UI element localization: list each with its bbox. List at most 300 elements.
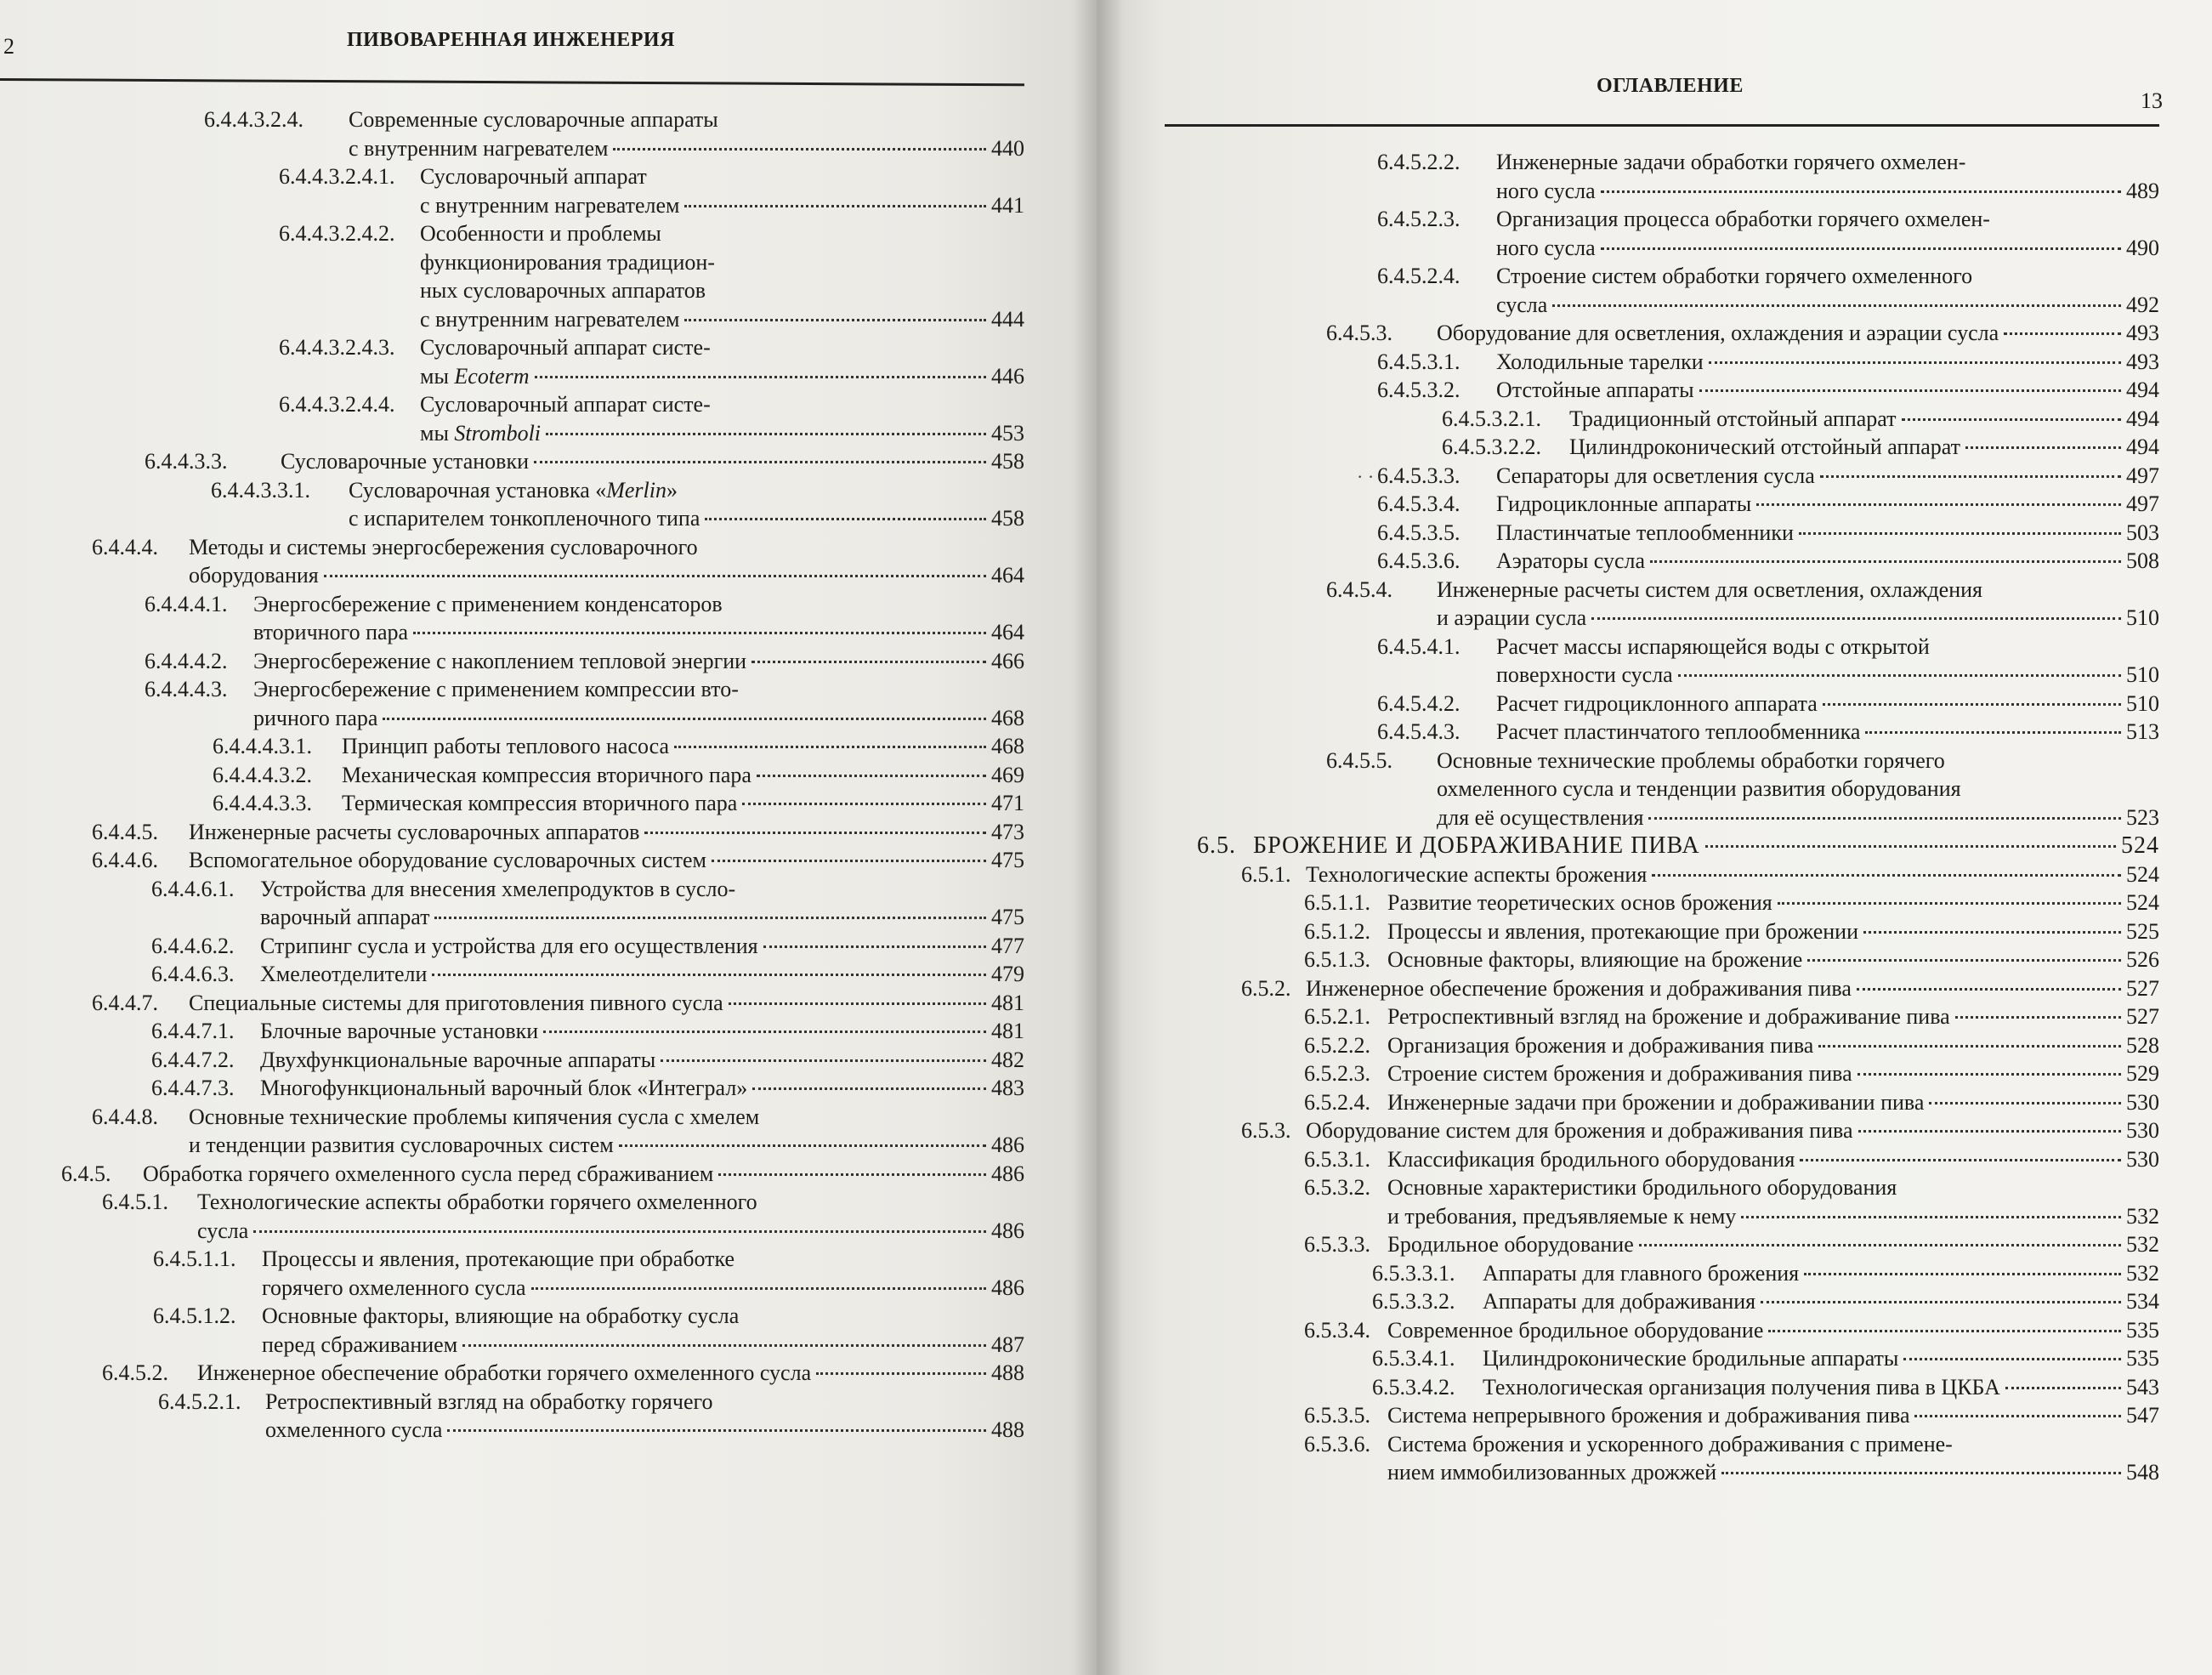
toc-entry-6-4-5-5[interactable] <box>1097 747 2164 832</box>
dot-leader <box>1778 902 2121 905</box>
toc-entry-number: 6.5.3.3. <box>1304 1232 1370 1257</box>
dot-leader <box>1601 247 2121 250</box>
toc-entry-title: Многофункциональный варочный блок «Интеграл» <box>260 1076 748 1100</box>
dot-leader <box>1818 1045 2121 1048</box>
toc-entry-title: Современное бродильное оборудование <box>1387 1317 1764 1343</box>
toc-page-number: 527 <box>2126 975 2159 1001</box>
toc-entry-6-4-4-3-2-4-2[interactable] <box>0 219 1041 333</box>
toc-page-number: 466 <box>991 648 1024 673</box>
toc-entry-title: Методы и системы энергосбережения сусловарочного <box>189 534 698 559</box>
toc-entry-6-4-4-6-1[interactable] <box>0 875 1041 932</box>
toc-entry-number: 6.5.3. <box>1241 1118 1291 1143</box>
toc-entry-title: Основные характеристики бродильного оборудования <box>1387 1175 1897 1200</box>
toc-entry-number: 6.5.1.2. <box>1304 918 1370 944</box>
toc-entry-6-4-5-3-1[interactable] <box>1097 348 2164 377</box>
toc-entry-6-4-4-7-3[interactable] <box>0 1074 1041 1103</box>
toc-entry-title: Цилиндроконические бродильные аппараты <box>1483 1346 1899 1371</box>
toc-entry-title: Сусловарочный аппарат систе- <box>420 335 711 360</box>
toc-entry-6-5-2-2[interactable] <box>1097 1031 2164 1060</box>
toc-page-number: 530 <box>2126 1118 2159 1143</box>
dot-leader <box>619 1144 986 1147</box>
dot-leader <box>432 974 986 976</box>
toc-entry-title: и аэрации сусла <box>1437 605 1587 630</box>
toc-entry-number: 6.4.5.3. <box>1326 321 1392 345</box>
toc-entry-number: 6.4.5.3.2. <box>1377 378 1460 402</box>
toc-entry-6-4-5-2-1[interactable] <box>0 1388 1041 1445</box>
dot-leader <box>1965 446 2121 449</box>
toc-entry-6-4-5-1-2[interactable] <box>0 1302 1041 1359</box>
toc-page-number: 444 <box>991 306 1024 332</box>
toc-entry-6-4-5-3-5[interactable] <box>1097 519 2164 548</box>
toc-entry-6-5-3-5[interactable] <box>1097 1401 2164 1430</box>
toc-entry-6-5-3[interactable] <box>1097 1116 2164 1145</box>
toc-entry-title: Система непрерывного брожения и дображивания пива <box>1387 1403 1910 1428</box>
toc-page-number: 513 <box>2126 719 2159 744</box>
dot-leader <box>1756 503 2121 506</box>
toc-entry-title: Особенности и проблемы <box>420 221 661 246</box>
toc-entry-number: 6.5.1. <box>1241 861 1291 887</box>
toc-entry-number: 6.4.4.6.3. <box>151 962 235 986</box>
dot-leader <box>816 1372 986 1375</box>
toc-page-number: 503 <box>2126 520 2159 545</box>
toc-entry-title: ного сусла <box>1496 235 1596 260</box>
dot-leader <box>1678 674 2121 677</box>
dot-leader <box>546 433 986 435</box>
toc-entry-6-4-4-3-2-4-1[interactable] <box>0 162 1041 219</box>
toc-entry-title: Технологические аспекты брожения <box>1306 861 1648 887</box>
toc-entry-number: 6.5.3.2. <box>1304 1175 1370 1200</box>
dot-leader <box>543 1031 986 1033</box>
dot-leader <box>718 1173 986 1176</box>
toc-entry-6-5-3-4-2[interactable] <box>1097 1373 2164 1402</box>
toc-entry-title: Термическая компрессия вторичного пара <box>342 791 738 815</box>
toc-entry-number: 6.4.4.4.3.3. <box>213 791 312 815</box>
toc-entry-number: 6.4.4.4. <box>92 534 158 559</box>
toc-entry-6-4-4-4-3-2[interactable] <box>0 761 1041 790</box>
toc-page-number: 524 <box>2121 832 2159 859</box>
toc-entry-number: 6.4.5.2.1. <box>158 1388 241 1414</box>
toc-entry-6-5-3-3-1[interactable] <box>1097 1259 2164 1288</box>
toc-entry-title: Ретроспективный взгляд на брожение и дображивание пива <box>1387 1004 1950 1029</box>
toc-entry-title: перед сбраживанием <box>262 1331 458 1357</box>
toc-entry-6-5[interactable] <box>1097 832 2164 860</box>
toc-entry-6-5-2-3[interactable] <box>1097 1059 2164 1088</box>
running-head: ПИВОВАРЕННАЯ ИНЖЕНЕРИЯ <box>347 29 675 51</box>
toc-entry-number: 6.4.5.3.1. <box>1377 349 1460 374</box>
toc-page-number: 483 <box>991 1076 1024 1100</box>
toc-page-number: 479 <box>991 962 1024 986</box>
dot-leader <box>1858 1130 2122 1133</box>
toc-page-number: 532 <box>2126 1232 2159 1257</box>
dot-leader <box>1857 988 2121 991</box>
toc-page-number: 494 <box>2126 434 2159 459</box>
toc-entry-title: Устройства для внесения хмелепродуктов в сусло- <box>260 876 736 901</box>
dot-leader <box>1699 389 2121 392</box>
toc-entry-6-4-4-4[interactable] <box>0 533 1041 590</box>
toc-page-number: 548 <box>2126 1460 2159 1485</box>
toc-entry-6-4-5-1-1[interactable] <box>0 1245 1041 1302</box>
dot-leader <box>2004 332 2121 335</box>
toc-entry-title: функционирования традицион- <box>420 249 715 275</box>
dot-leader <box>752 661 986 663</box>
toc-entry-number: 6.4.4.8. <box>92 1104 158 1129</box>
toc-entry-title: Расчет гидроциклонного аппарата <box>1496 690 1818 716</box>
dot-leader <box>1761 1301 2121 1303</box>
running-head: ОГЛАВЛЕНИЕ <box>1597 75 1744 97</box>
toc-page-number: 458 <box>991 506 1024 531</box>
dot-leader <box>684 205 986 207</box>
dot-leader <box>613 148 986 150</box>
toc-entry-6-4-5-2[interactable] <box>0 1359 1041 1388</box>
toc-page-number: 524 <box>2126 890 2159 915</box>
toc-entry-number: 6.5. <box>1197 832 1236 859</box>
toc-entry-6-5-3-4-1[interactable] <box>1097 1344 2164 1373</box>
toc-entry-title: вторичного пара <box>253 620 409 644</box>
toc-entry-6-4-4-3-3[interactable] <box>0 447 1041 476</box>
toc-entry-title: Стрипинг сусла и устройства для его осуществления <box>260 933 758 958</box>
toc-page-number: 458 <box>991 449 1024 474</box>
toc-entry-title: Аппараты для главного брожения <box>1483 1260 1800 1286</box>
toc-entry-6-5-3-6[interactable] <box>1097 1430 2164 1487</box>
dot-leader <box>674 746 986 748</box>
toc-page-number: 486 <box>991 1133 1024 1157</box>
toc-entry-number: 6.4.4.3.2.4.4. <box>279 392 395 417</box>
toc-entry-title: Отстойные аппараты <box>1496 378 1694 402</box>
toc-page-number: 468 <box>991 705 1024 730</box>
toc-page-number: 526 <box>2126 947 2159 972</box>
dot-leader <box>1800 1159 2121 1161</box>
toc-entry-6-4-4-7[interactable] <box>0 989 1041 1018</box>
toc-entry-title: Сусловарочный аппарат систе- <box>420 392 711 417</box>
dot-leader <box>1807 959 2121 962</box>
toc-entry-title: и требования, предъявляемые к нему <box>1387 1203 1737 1229</box>
toc-entry-title: Инженерное обеспечение обработки горячего охмеленного сусла <box>197 1360 812 1385</box>
toc-entry-title: Холодильные тарелки <box>1496 349 1704 374</box>
toc-page-number: 497 <box>2126 463 2159 488</box>
toc-entry-title: Блочные варочные установки <box>260 1019 539 1043</box>
dot-leader <box>253 1230 986 1233</box>
toc-entry-title: мы Stromboli <box>420 420 542 446</box>
toc-entry-title: Инженерные расчеты систем для осветления, охлаждения <box>1437 576 1983 602</box>
toc-entry-title: Специальные системы для приготовления пивного сусла <box>189 990 723 1015</box>
toc-page-number: 492 <box>2126 292 2159 317</box>
toc-entry-number: 6.4.4.7.2. <box>151 1047 235 1072</box>
toc-entry-6-4-5-3-2-1[interactable] <box>1097 405 2164 434</box>
dot-leader <box>383 718 986 720</box>
dot-leader <box>1799 532 2121 535</box>
dot-leader <box>1552 304 2121 307</box>
toc-entry-title: для её осуществления <box>1437 804 1644 830</box>
toc-entry-title: Цилиндроконический отстойный аппарат <box>1569 434 1961 459</box>
toc-page-number: 488 <box>991 1360 1024 1385</box>
toc-entry-number: 6.4.5.2. <box>102 1360 168 1385</box>
dot-leader <box>531 1287 986 1290</box>
toc-entry-title: сусла <box>197 1218 249 1243</box>
toc-entry-number: 6.5.2. <box>1241 975 1291 1001</box>
toc-entry-title: Инженерные расчеты сусловарочных аппаратов <box>189 819 640 844</box>
toc-list <box>0 105 1041 1445</box>
toc-page-number: 527 <box>2126 1004 2159 1029</box>
toc-entry-number: 6.5.3.4.1. <box>1372 1346 1455 1371</box>
toc-entry-number: 6.4.4.4.3. <box>145 677 228 701</box>
right-page <box>1097 0 2212 1675</box>
toc-entry-title: Организация брожения и дображивания пива <box>1387 1032 1814 1058</box>
toc-entry-6-4-4-3-2-4-4[interactable] <box>0 390 1041 447</box>
toc-entry-6-4-4-6[interactable] <box>0 846 1041 875</box>
dot-leader <box>1902 418 2121 421</box>
toc-entry-title: Энергосбережение с накоплением тепловой энергии <box>253 648 747 673</box>
toc-entry-number: 6.5.2.2. <box>1304 1032 1370 1058</box>
toc-page-number: 489 <box>2126 178 2159 203</box>
toc-entry-6-4-5-3-4[interactable] <box>1097 490 2164 519</box>
toc-entry-title: с внутренним нагревателем <box>420 192 680 218</box>
dot-leader <box>1863 931 2121 934</box>
dot-leader <box>757 775 986 777</box>
toc-entry-6-5-1-3[interactable] <box>1097 945 2164 974</box>
toc-entry-number: 6.4.4.3.3.1. <box>211 477 310 503</box>
toc-entry-6-5-3-2[interactable] <box>1097 1173 2164 1230</box>
toc-entry-title: Сусловарочная установка «Merlin» <box>349 477 678 503</box>
toc-entry-title: Система брожения и ускоренного дображивания с примене- <box>1387 1431 1953 1456</box>
left-page <box>0 0 1097 1675</box>
dot-leader <box>1705 845 2116 848</box>
toc-entry-title: Сепараторы для осветления сусла <box>1496 463 1815 488</box>
dot-leader <box>1865 731 2121 734</box>
toc-entry-number: 6.4.4.6.1. <box>151 876 235 901</box>
toc-entry-6-4-4-5[interactable] <box>0 818 1041 847</box>
toc-entry-6-4-5-3-2-2[interactable] <box>1097 433 2164 462</box>
toc-entry-6-4-4-4-1[interactable] <box>0 590 1041 647</box>
toc-entry-number: 6.4.5.4.2. <box>1377 690 1460 716</box>
dot-leader <box>1648 817 2121 820</box>
toc-entry-number: 6.4.4.6.2. <box>151 933 235 958</box>
dot-leader <box>324 575 986 577</box>
toc-entry-title: Инженерные задачи обработки горячего охмелен- <box>1496 150 1966 174</box>
toc-entry-number: 6.4.5.1.2. <box>153 1303 236 1328</box>
toc-entry-number: 6.4.4.4.3.2. <box>213 762 312 787</box>
dot-leader <box>1741 1216 2121 1218</box>
toc-entry-title: Принцип работы теплового насоса <box>342 734 670 758</box>
toc-page-number: 524 <box>2126 861 2159 887</box>
toc-entry-title: Расчет массы испаряющейся воды с открытой <box>1496 633 1930 659</box>
toc-entry-title: Энергосбережение с применением компрессии вто- <box>253 677 739 701</box>
toc-entry-6-4-5[interactable] <box>0 1160 1041 1189</box>
toc-page-number: 486 <box>991 1218 1024 1243</box>
toc-entry-title: Механическая компрессия вторичного пара <box>342 762 752 787</box>
toc-entry-title: Энергосбережение с применением конденсаторов <box>253 591 723 616</box>
toc-entry-number: 6.4.4.3.2.4. <box>204 107 303 132</box>
toc-page-number: 453 <box>991 420 1024 446</box>
toc-page-number: 535 <box>2126 1346 2159 1371</box>
toc-entry-number: 6.4.4.7. <box>92 990 158 1015</box>
dot-leader <box>1721 1472 2121 1474</box>
toc-entry-number: 6.4.4.5. <box>92 819 158 844</box>
dot-leader <box>1768 1330 2121 1332</box>
toc-page-number: 532 <box>2126 1203 2159 1229</box>
toc-entry-title: Классификация бродильного оборудования <box>1387 1146 1795 1172</box>
toc-entry-6-4-5-3-2[interactable] <box>1097 376 2164 405</box>
toc-page-number: 488 <box>991 1417 1024 1442</box>
toc-entry-title: Хмелеотделители <box>260 962 428 986</box>
toc-entry-title: ных сусловарочных аппаратов <box>420 278 706 303</box>
dot-leader <box>2005 1387 2121 1389</box>
toc-entry-title: Обработка горячего охмеленного сусла перед сбраживанием <box>143 1161 714 1186</box>
dot-leader <box>1652 874 2121 877</box>
toc-entry-6-4-5-3-3[interactable] <box>1097 462 2164 491</box>
toc-entry-title: Развитие теоретических основ брожения <box>1387 890 1772 915</box>
toc-entry-6-4-5-4[interactable] <box>1097 576 2164 633</box>
toc-entry-6-5-2-4[interactable] <box>1097 1088 2164 1117</box>
toc-entry-6-4-5-2-2[interactable] <box>1097 148 2164 205</box>
dot-leader <box>1858 1073 2121 1076</box>
toc-entry-6-5-3-3[interactable] <box>1097 1230 2164 1259</box>
header-rule <box>1165 124 2159 127</box>
toc-entry-6-4-5-1[interactable] <box>0 1188 1041 1245</box>
dot-leader <box>729 1002 986 1005</box>
toc-page-number: 469 <box>991 762 1024 787</box>
toc-entry-6-4-4-7-1[interactable] <box>0 1017 1041 1046</box>
toc-entry-6-5-3-3-2[interactable] <box>1097 1287 2164 1316</box>
dot-leader <box>1823 703 2121 706</box>
toc-entry-number: 6.4.5.3.5. <box>1377 520 1460 545</box>
toc-page-number: 441 <box>991 192 1024 218</box>
toc-page-number: 464 <box>991 620 1024 644</box>
toc-page-number: 497 <box>2126 491 2159 516</box>
dot-leader <box>1591 617 2121 620</box>
toc-entry-number: 6.4.5.3.2.2. <box>1442 434 1541 459</box>
toc-entry-title: Технологическая организация получения пива в ЦКБА <box>1483 1374 2000 1400</box>
toc-entry-title: с внутренним нагревателем <box>420 306 680 332</box>
toc-page-number: 473 <box>991 819 1024 844</box>
dot-leader <box>712 860 986 862</box>
toc-page-number: 525 <box>2126 918 2159 944</box>
toc-entry-title: Инженерные задачи при брожении и дображивании пива <box>1387 1089 1925 1115</box>
toc-entry-title: Строение систем обработки горячего охмеленного <box>1496 264 1973 288</box>
toc-entry-number: 6.4.5.3.4. <box>1377 491 1460 516</box>
toc-entry-number: 6.4.5.4. <box>1326 576 1392 602</box>
toc-entry-number: 6.5.3.5. <box>1304 1403 1370 1428</box>
toc-entry-title: горячего охмеленного сусла <box>262 1275 526 1300</box>
toc-entry-6-4-4-4-3-1[interactable] <box>0 732 1041 761</box>
dot-leader <box>1601 190 2121 193</box>
toc-entry-number: 6.4.4.3.2.4.2. <box>279 221 395 246</box>
toc-entry-6-4-5-2-4[interactable] <box>1097 262 2164 319</box>
toc-entry-title: Двухфункциональные варочные аппараты <box>260 1047 656 1072</box>
toc-entry-title: Ретроспективный взгляд на обработку горячего <box>265 1388 713 1414</box>
dot-leader <box>1804 1273 2121 1275</box>
toc-entry-title: Основные технические проблемы кипячения сусла с хмелем <box>189 1104 760 1129</box>
toc-entry-6-5-2-1[interactable] <box>1097 1002 2164 1031</box>
toc-entry-number: 6.4.4.4.1. <box>145 591 228 616</box>
dot-leader <box>535 376 986 378</box>
toc-entry-number: 6.4.5.2.3. <box>1377 207 1460 231</box>
toc-entry-6-4-4-4-2[interactable] <box>0 647 1041 676</box>
dot-leader <box>644 832 986 834</box>
toc-entry-title: Основные технические проблемы обработки горячего <box>1437 747 1945 773</box>
toc-entry-number: 6.4.4.7.3. <box>151 1076 235 1100</box>
toc-entry-number: 6.4.4.7.1. <box>151 1019 235 1043</box>
toc-page-number: 543 <box>2126 1374 2159 1400</box>
toc-entry-number: 6.4.5.3.2.1. <box>1442 406 1541 431</box>
toc-page-number: 532 <box>2126 1260 2159 1286</box>
toc-entry-6-4-5-3-6[interactable] <box>1097 547 2164 576</box>
toc-entry-6-5-3-1[interactable] <box>1097 1145 2164 1174</box>
dot-leader <box>462 1344 986 1347</box>
toc-entry-6-4-4-7-2[interactable] <box>0 1046 1041 1075</box>
toc-entry-6-4-4-6-2[interactable] <box>0 932 1041 961</box>
toc-entry-6-4-4-4-3[interactable] <box>0 675 1041 732</box>
toc-entry-6-4-4-3-2-4-3[interactable] <box>0 333 1041 390</box>
toc-entry-number: 6.5.2.4. <box>1304 1089 1370 1115</box>
toc-entry-number: 6.5.3.1. <box>1304 1146 1370 1172</box>
toc-entry-title: Процессы и явления, протекающие при обработке <box>262 1246 735 1271</box>
toc-entry-title: поверхности сусла <box>1496 662 1673 687</box>
toc-page-number: 446 <box>991 363 1024 389</box>
toc-page-number: 528 <box>2126 1032 2159 1058</box>
toc-entry-6-4-5-4-1[interactable] <box>1097 633 2164 690</box>
toc-page-number: 523 <box>2126 804 2159 830</box>
toc-entry-6-4-5-2-3[interactable] <box>1097 205 2164 262</box>
toc-entry-number: 6.5.3.4.2. <box>1372 1374 1455 1400</box>
dot-leader <box>1709 361 2121 364</box>
toc-entry-title: Вспомогательное оборудование сусловарочных систем <box>189 848 706 872</box>
toc-entry-title: БРОЖЕНИЕ И ДОБРАЖИВАНИЕ ПИВА <box>1253 832 1700 859</box>
toc-entry-number: 6.4.5. <box>61 1161 111 1186</box>
dot-leader <box>661 1059 986 1062</box>
toc-entry-6-5-2[interactable] <box>1097 974 2164 1003</box>
toc-entry-title: Сусловарочный аппарат <box>420 164 647 189</box>
toc-entry-6-5-3-4[interactable] <box>1097 1316 2164 1345</box>
toc-entry-title: варочный аппарат <box>260 905 430 929</box>
toc-entry-6-5-1-1[interactable] <box>1097 889 2164 917</box>
toc-page-number: 494 <box>2126 378 2159 402</box>
toc-entry-number: 6.5.3.6. <box>1304 1431 1370 1456</box>
toc-entry-number: 6.5.3.3.1. <box>1372 1260 1455 1286</box>
dot-leader <box>684 319 986 321</box>
toc-entry-number: 6.5.3.4. <box>1304 1317 1370 1343</box>
toc-entry-6-5-1[interactable] <box>1097 860 2164 889</box>
toc-entry-number: 6.4.5.2.2. <box>1377 150 1460 174</box>
toc-entry-title: Гидроциклонные аппараты <box>1496 491 1752 516</box>
toc-entry-6-4-4-4-3-3[interactable] <box>0 789 1041 818</box>
toc-entry-6-5-1-2[interactable] <box>1097 917 2164 946</box>
toc-page-number: 487 <box>991 1331 1024 1357</box>
toc-entry-6-4-4-8[interactable] <box>0 1103 1041 1160</box>
dot-leader <box>752 1087 986 1090</box>
dot-leader <box>413 632 986 634</box>
toc-page-number: 510 <box>2126 690 2159 716</box>
toc-page-number: 534 <box>2126 1289 2159 1314</box>
toc-entry-number: 6.4.5.3.3. <box>1377 463 1460 488</box>
margin-mark: · · <box>1357 466 1375 487</box>
toc-entry-title: Основные факторы, влияющие на брожение <box>1387 947 1803 972</box>
toc-page-number: 475 <box>991 905 1024 929</box>
toc-entry-6-4-5-3[interactable] <box>1097 319 2164 348</box>
toc-entry-6-4-4-6-3[interactable] <box>0 960 1041 989</box>
toc-entry-title: Аэраторы сусла <box>1496 548 1646 573</box>
toc-entry-title: охмеленного сусла <box>265 1417 443 1442</box>
toc-entry-number: 6.4.5.1.1. <box>153 1246 236 1271</box>
toc-entry-6-4-4-3-3-1[interactable] <box>0 476 1041 533</box>
toc-entry-6-4-4-3-2-4[interactable] <box>0 105 1041 162</box>
toc-entry-title: Расчет пластинчатого теплообменника <box>1496 719 1861 744</box>
page-number: 2 <box>3 34 14 59</box>
toc-page-number: 468 <box>991 734 1024 758</box>
toc-entry-title: и тенденции развития сусловарочных систем <box>189 1133 614 1157</box>
toc-entry-6-4-5-4-2[interactable] <box>1097 690 2164 718</box>
toc-entry-6-4-5-4-3[interactable] <box>1097 718 2164 747</box>
toc-list <box>1097 148 2164 1487</box>
